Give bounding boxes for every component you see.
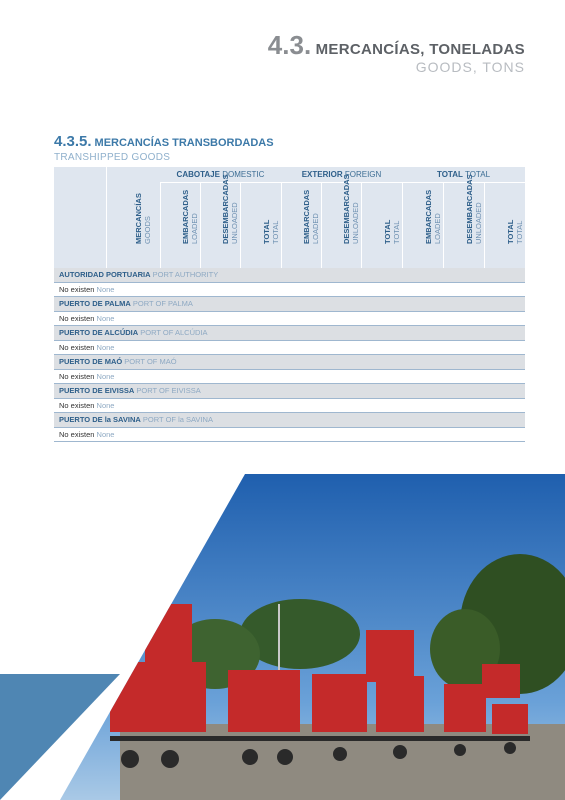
- col-foreign-loaded: [281, 182, 322, 268]
- col-foreign-total: [361, 182, 403, 268]
- empty-en: None: [96, 429, 115, 439]
- section-heading: [54, 133, 274, 163]
- row-label-en: PORT OF ALCÚDIA: [140, 328, 208, 337]
- col-label: [302, 190, 320, 244]
- empty-es: No existen: [59, 342, 95, 352]
- section-title: MERCANCÍAS TRANSBORDADAS: [94, 137, 274, 149]
- group-es: TOTAL: [436, 170, 463, 179]
- empty-en: None: [96, 284, 115, 294]
- table-row-section: [54, 413, 525, 428]
- label-en: TOTAL: [270, 220, 280, 244]
- row-label-es: PUERTO DE EIVISSA: [59, 386, 135, 395]
- label-es: DESEMBARCADAS: [221, 174, 230, 244]
- group-en: FOREIGN: [344, 170, 382, 179]
- empty-en: None: [96, 400, 115, 410]
- col-goods: [106, 167, 161, 268]
- label-en: LOADED: [432, 213, 442, 244]
- label-es: TOTAL: [505, 219, 515, 244]
- row-label-es: PUERTO DE ALCÚDIA: [59, 328, 139, 337]
- label-es: TOTAL: [382, 219, 392, 244]
- group-header-total: [402, 167, 525, 182]
- row-label-en: PORT OF EIVISSA: [136, 386, 201, 395]
- trailers-photo: [0, 474, 565, 800]
- col-domestic-unloaded: [200, 174, 241, 268]
- col-label: [134, 193, 152, 244]
- table-row: [54, 283, 525, 298]
- row-label-es: PUERTO DE PALMA: [59, 299, 131, 308]
- col-domestic-loaded: [160, 182, 201, 268]
- group-en: TOTAL: [464, 170, 491, 179]
- table-row-section: [54, 384, 525, 399]
- row-label-en: PORT OF PALMA: [132, 299, 193, 308]
- col-label: [424, 190, 442, 244]
- label-en: UNLOADED: [473, 202, 483, 244]
- col-label: [221, 174, 239, 244]
- label-en: LOADED: [190, 213, 199, 244]
- chapter-subtitle: GOODS, TONS: [415, 59, 525, 75]
- empty-es: No existen: [59, 429, 95, 439]
- empty-es: No existen: [59, 313, 95, 323]
- col-label: [181, 190, 199, 244]
- table-row: [54, 312, 525, 327]
- col-foreign-unloaded: [321, 174, 362, 268]
- section-number: 4.3.5.: [54, 133, 92, 150]
- row-label-es: PUERTO DE MAÓ: [59, 357, 123, 366]
- empty-es: No existen: [59, 284, 95, 294]
- label-es: MERCANCÍAS: [134, 193, 143, 244]
- col-label: [383, 220, 401, 244]
- table-row-section: [54, 297, 525, 312]
- label-en: GOODS: [143, 216, 152, 244]
- label-en: TOTAL: [391, 220, 401, 244]
- page-header: [268, 30, 525, 75]
- col-label: [342, 174, 360, 244]
- table-row-section: [54, 268, 525, 283]
- empty-en: None: [96, 342, 115, 352]
- col-label: [465, 174, 483, 244]
- label-es: TOTAL: [261, 219, 271, 244]
- label-es: EMBARCADAS: [181, 189, 190, 244]
- group-en: DOMESTIC: [222, 170, 265, 179]
- label-es: DESEMBARCADAS: [464, 174, 474, 244]
- group-es: EXTERIOR: [301, 170, 343, 179]
- label-es: EMBARCADAS: [302, 189, 311, 244]
- label-en: TOTAL: [514, 220, 524, 244]
- row-label-en: PORT AUTHORITY: [152, 270, 219, 279]
- chapter-number: 4.3.: [267, 30, 312, 60]
- table-header: [54, 167, 525, 268]
- empty-es: No existen: [59, 400, 95, 410]
- row-label-en: PORT OF la SAVINA: [142, 415, 213, 424]
- row-label-es: PUERTO DE la SAVINA: [59, 415, 141, 424]
- table-row: [54, 399, 525, 414]
- empty-es: No existen: [59, 371, 95, 381]
- col-total-unloaded: [443, 174, 485, 268]
- empty-en: None: [96, 313, 115, 323]
- label-es: EMBARCADAS: [423, 189, 433, 244]
- label-en: UNLOADED: [351, 202, 360, 244]
- table-row-section: [54, 326, 525, 341]
- table-row: [54, 428, 525, 443]
- col-domestic-total: [240, 182, 282, 268]
- empty-en: None: [96, 371, 115, 381]
- col-total-total: [484, 182, 526, 268]
- row-label-es: AUTORIDAD PORTUARIA: [59, 270, 151, 279]
- group-es: CABOTAJE: [176, 170, 220, 179]
- label-en: UNLOADED: [230, 202, 239, 244]
- label-es: DESEMBARCADAS: [342, 174, 351, 244]
- label-en: LOADED: [311, 213, 320, 244]
- chapter-title: MERCANCÍAS, TONELADAS: [315, 41, 525, 58]
- col-label: [506, 220, 524, 244]
- row-label-en: PORT OF MAÓ: [124, 357, 177, 366]
- table-row: [54, 370, 525, 385]
- col-total-loaded: [402, 182, 444, 268]
- table-row-section: [54, 355, 525, 370]
- chapter-heading: [268, 30, 525, 61]
- table-row: [54, 341, 525, 356]
- transhipped-goods-table: [54, 167, 525, 442]
- section-subtitle: TRANSHIPPED GOODS: [54, 152, 171, 163]
- col-label: [262, 220, 280, 244]
